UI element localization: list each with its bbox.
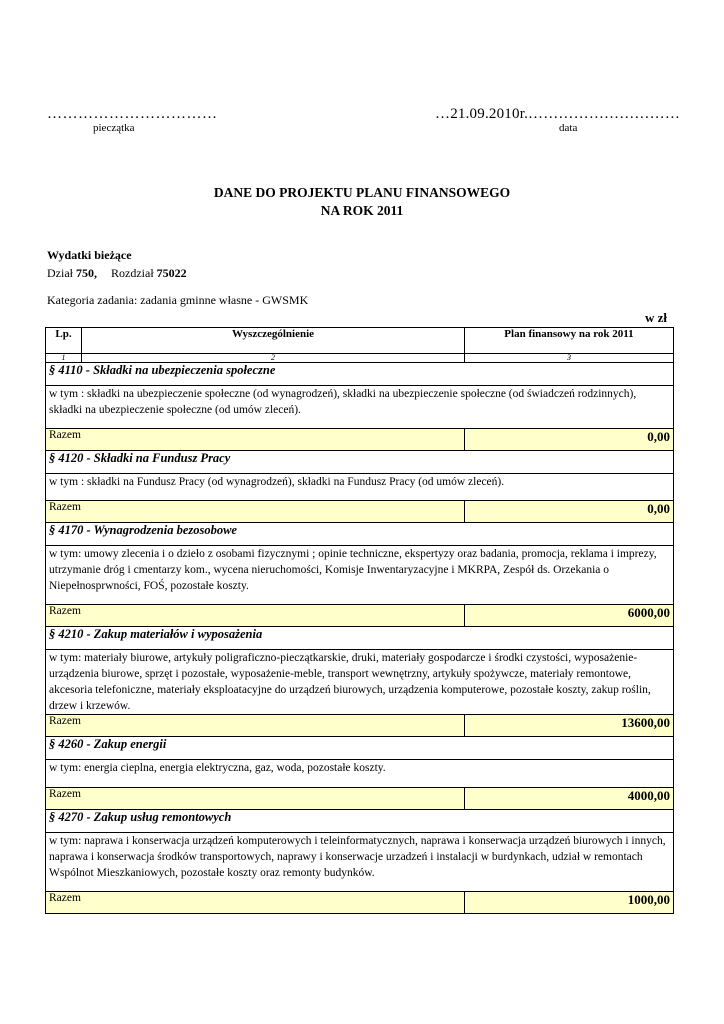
section-total-row <box>46 715 674 737</box>
column-number: 3 <box>465 354 674 363</box>
section-total-row <box>46 605 674 627</box>
section-title: § 4270 - Zakup usług remontowych <box>46 810 674 833</box>
section-description-row <box>46 386 674 429</box>
column-number: 1 <box>46 354 82 363</box>
total-label: Razem <box>46 892 465 914</box>
section-description: w tym : składki na Fundusz Pracy (od wynagrodzeń), składki na Fundusz Pracy (od umów zleceń). <box>46 474 674 501</box>
section-description-row <box>46 474 674 501</box>
budget-table <box>45 327 674 914</box>
total-value: 0,00 <box>465 429 674 451</box>
section-title-row <box>46 627 674 650</box>
section-title-row <box>46 363 674 386</box>
section-title-row <box>46 810 674 833</box>
header-lp: Lp. <box>46 328 82 354</box>
header-description: Wyszczególnienie <box>82 328 465 354</box>
section-title-row <box>46 737 674 760</box>
section-total-row <box>46 892 674 914</box>
section-description-row <box>46 650 674 715</box>
stamp-label: pieczątka <box>93 122 135 134</box>
section-description-row <box>46 760 674 788</box>
division-line <box>47 266 187 281</box>
total-label: Razem <box>46 605 465 627</box>
subdivision-value: 75022 <box>156 266 187 280</box>
section-title-row <box>46 523 674 546</box>
column-numbers-row <box>46 354 674 363</box>
section-title: § 4170 - Wynagrodzenia bezosobowe <box>46 523 674 546</box>
stamp-dotted-line: …………………………… <box>47 106 218 122</box>
date-label: data <box>559 122 578 134</box>
division-value: 750, <box>76 266 97 280</box>
total-label: Razem <box>46 788 465 810</box>
column-number: 2 <box>82 354 465 363</box>
total-value: 4000,00 <box>465 788 674 810</box>
document-title: DANE DO PROJEKTU PLANU FINANSOWEGO <box>213 185 511 200</box>
section-title-row <box>46 451 674 474</box>
section-description: w tym: energia cieplna, energia elektryczna, gaz, woda, pozostałe koszty. <box>46 760 674 788</box>
total-value: 13600,00 <box>465 715 674 737</box>
table-header-row <box>46 328 674 354</box>
header-plan: Plan finansowy na rok 2011 <box>465 328 674 354</box>
document-subtitle: NA ROK 2011 <box>320 203 404 218</box>
section-description: w tym: materiały biurowe, artykuły poligraficzno-pieczątkarskie, druki, materiały gospodarcze i środki czystości, wyposażenie-urządzenia biurowe, sprzęt i pozostałe, wyposażenie-meble, transport wewnętrzny, artykuły spożywcze, materiały remontowe, akcesoria telefoniczne, materiały eksploatacyjne do urządzeń biurowych, urządzenia komputerowe, pozostałe koszty, zakup roślin, drzew i krzewów. <box>46 650 674 715</box>
division-label: Dział <box>47 266 76 280</box>
section-title: § 4110 - Składki na ubezpieczenia społeczne <box>46 363 674 386</box>
total-label: Razem <box>46 501 465 523</box>
section-description-row <box>46 546 674 605</box>
section-title: § 4120 - Składki na Fundusz Pracy <box>46 451 674 474</box>
total-value: 6000,00 <box>465 605 674 627</box>
total-value: 0,00 <box>465 501 674 523</box>
total-value: 1000,00 <box>465 892 674 914</box>
expenses-heading: Wydatki bieżące <box>47 248 132 262</box>
section-total-row <box>46 429 674 451</box>
section-title: § 4210 - Zakup materiałów i wyposażenia <box>46 627 674 650</box>
section-description: w tym : składki na ubezpieczenie społeczne (od wynagrodzeń), składki na ubezpieczenie społeczne (od świadczeń rodzinnych), składki na ubezpieczenie społeczne (od umów zleceń). <box>46 386 674 429</box>
total-label: Razem <box>46 429 465 451</box>
total-label: Razem <box>46 715 465 737</box>
task-category: Kategoria zadania: zadania gminne własne - GWSMK <box>47 293 309 307</box>
section-description: w tym: umowy zlecenia i o dzieło z osobami fizycznymi ; opinie techniczne, ekspertyzy oraz badania, promocja, reklama i imprezy, utrzymanie dróg i cmentarzy kom., wycena nieruchomości, Komisje Inwentaryzacyjne i MKRPA, Zespół ds. Orzekania o Niepełnosprwności, FOŚ, pozostałe koszty. <box>46 546 674 605</box>
section-total-row <box>46 501 674 523</box>
currency-unit: w zł <box>644 310 667 325</box>
subdivision-label: Rozdział <box>111 266 157 280</box>
section-total-row <box>46 788 674 810</box>
section-description-row <box>46 833 674 892</box>
section-description: w tym: naprawa i konserwacja urządzeń komputerowych i teleinformatycznych, naprawa i konserwacja urządzeń biurowych i innych, naprawa i konserwacja środków transportowych, naprawy i konserwacje urzadzeń i instalacji w burdynkach, udział w remontach Wspólnot Mieszkaniowych, pozostałe koszty oraz remonty budynków. <box>46 833 674 892</box>
section-title: § 4260 - Zakup energii <box>46 737 674 760</box>
date-line: …21.09.2010r.………………………… <box>435 106 681 122</box>
